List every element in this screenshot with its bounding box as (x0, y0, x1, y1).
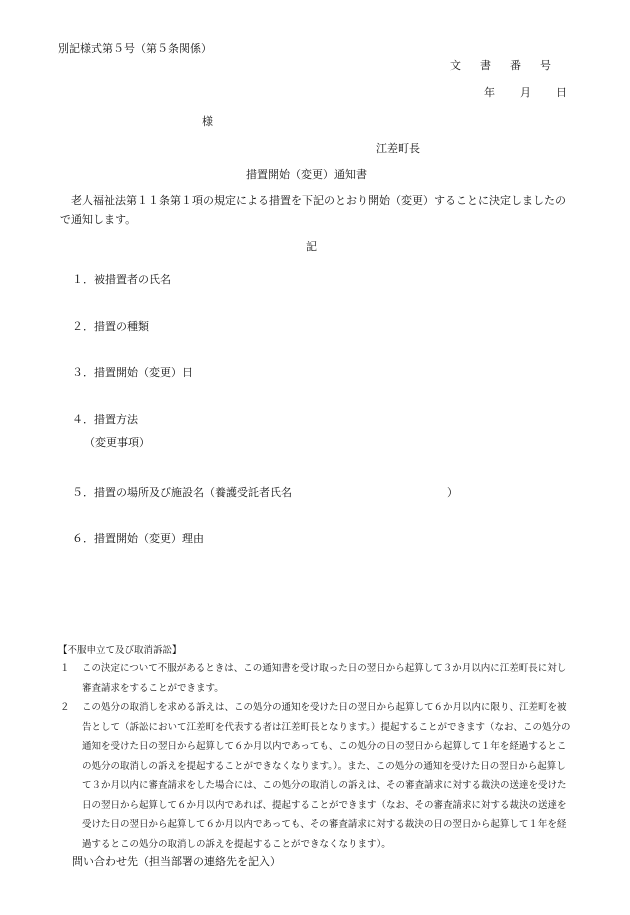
item-number: １． (72, 273, 94, 286)
form-label: 別記様式第５号（第５条関係） (58, 42, 212, 55)
ki-heading: 記 (306, 240, 317, 253)
item-label: 措置の場所及び施設名（養護受託者氏名 (94, 486, 292, 499)
notice-text: この処分の取消しを求める訴えは、この処分の通知を受けた日の翌日から起算して６か月以内に限り、江差町を被告として（訴訟において江差町を代表する者は江差町長となります。）提起することができます（なお、この処分の通知を受けた日の翌日から起算して６か月以内であっても、この処分の日の翌日から起算して１年を経過するとこの処分の取消しの訴えを提起することができなくなります。）。また、この処分の通知を受けた日の翌日から起算して３か月以内に審査請求をした場合には、この処分の取消しの訴えは、その審査請求に対する裁決の送達を受けた日の翌日から起算して６か月以内であれば、提起することができます（なお、その審査請求に対する裁決の送達を受けた日の翌日から起算して６か月以内であっても、その審査請求に対する裁決の日の翌日から起算して１年を経過するとこの処分の取消しの訴えを提起することができなくなります）。 (82, 702, 571, 850)
item-label: 措置の種類 (94, 320, 149, 333)
notice-list (60, 659, 575, 854)
item-number: ２． (72, 320, 94, 333)
item-label: 措置開始（変更）日 (94, 366, 193, 379)
item-5-close-paren: ） (447, 486, 458, 499)
notice-number: ２ (60, 702, 70, 713)
document-number-label: 文 書 番 号 (450, 59, 555, 72)
notice-text: この決定について不服があるときは、この通知書を受け取った日の翌日から起算して３か月以内に江差町長に対し審査請求をすることができます。 (82, 663, 567, 694)
item-number: ４． (72, 413, 94, 426)
item-6 (72, 530, 204, 546)
item-label: 措置開始（変更）理由 (94, 532, 204, 545)
item-number: ５． (72, 486, 94, 499)
date-label: 年 月 日 (484, 86, 568, 99)
item-3 (72, 364, 193, 380)
body-paragraph: 老人福祉法第１１条第１項の規定による措置を下記のとおり開始（変更）することに決定しましたので通知します。 (60, 194, 566, 226)
notice-number: １ (60, 663, 70, 674)
item-label: 措置方法 (94, 413, 138, 426)
item-label: 被措置者の氏名 (94, 273, 171, 286)
sender-name: 江差町長 (376, 142, 420, 155)
notice-item (60, 698, 575, 854)
item-number: ３． (72, 366, 94, 379)
contact-label: 問い合わせ先（担当部署の連絡先を記入） (72, 855, 281, 868)
item-5 (72, 484, 292, 500)
notice-heading: 【不服申立て及び取消訴訟】 (58, 645, 182, 656)
notice-item (60, 659, 575, 698)
document-title: 措置開始（変更）通知書 (246, 168, 367, 181)
item-number: ６． (72, 532, 94, 545)
item-2 (72, 318, 149, 334)
change-items-label: （変更事項） (84, 436, 150, 449)
item-1 (72, 271, 171, 287)
addressee-suffix: 様 (202, 115, 213, 128)
item-4 (72, 411, 138, 427)
